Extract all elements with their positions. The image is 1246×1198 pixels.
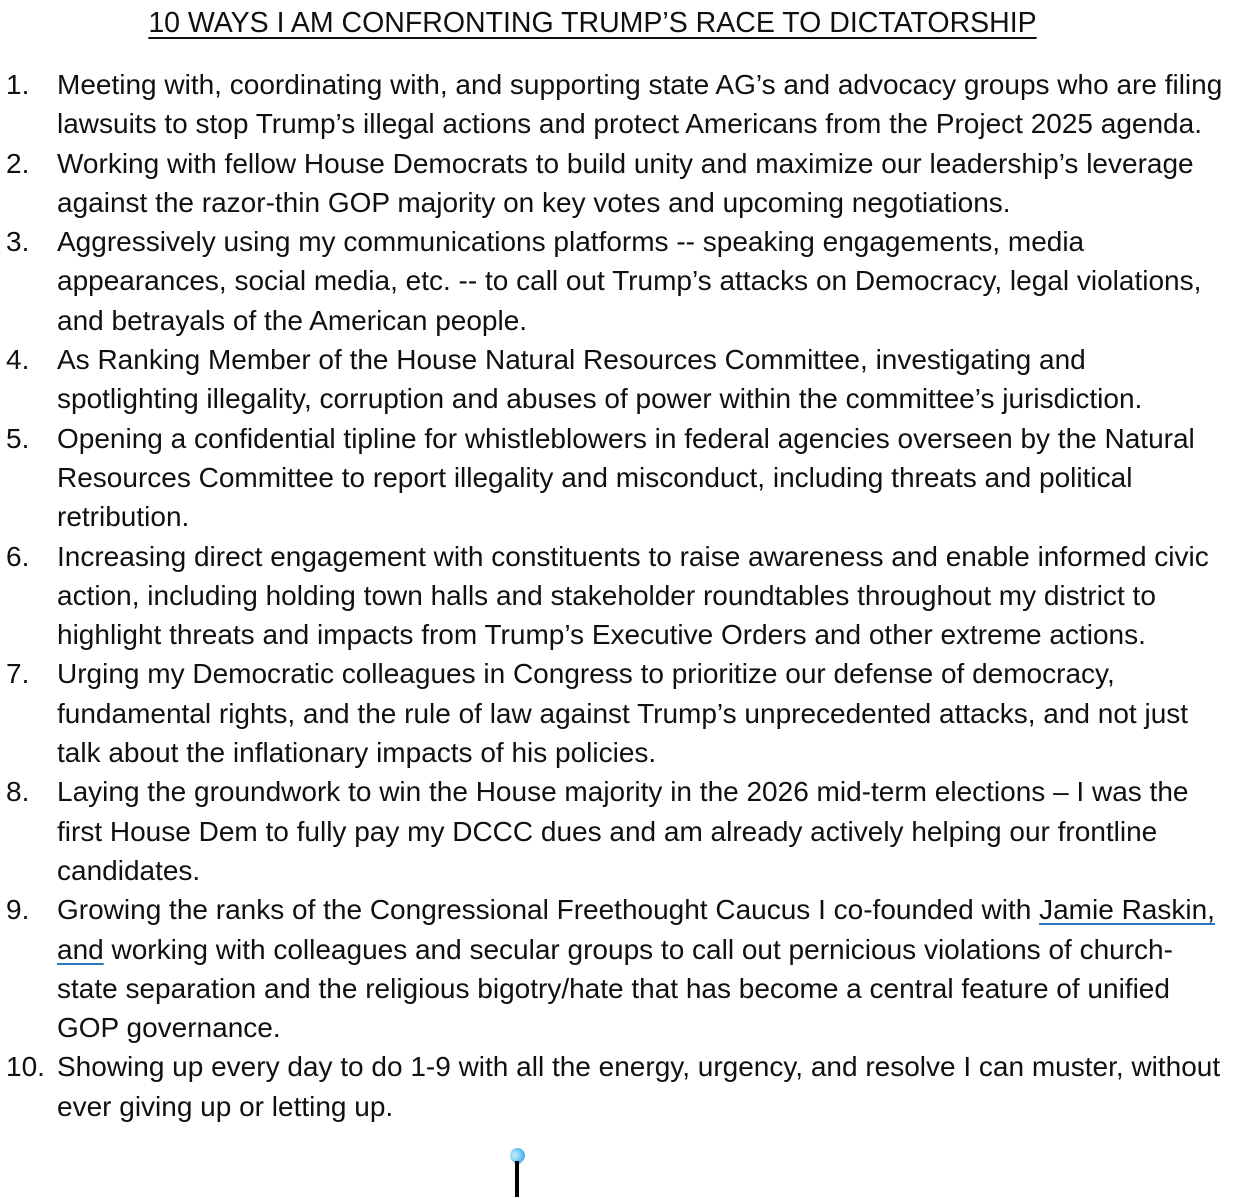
text-segment: Increasing direct engagement with constituents to raise awareness and enable informed civic action, including holding town halls and stakeholder roundtables throughout my district to highlight threats and impacts from Trump’s Executive Orders and other extreme actions.	[57, 540, 1209, 651]
list-item-text	[57, 148, 1194, 218]
list-item[interactable]	[0, 222, 1246, 340]
list-item[interactable]	[0, 419, 1246, 537]
list-item[interactable]	[0, 772, 1246, 890]
jamie-raskin-link[interactable]: Jamie Raskin, and	[57, 894, 1215, 965]
list-item-number: 9.	[6, 894, 30, 926]
text-segment: As Ranking Member of the House Natural Resources Committee, investigating and spotlighting illegality, corruption and abuses of power within the committee’s jurisdiction.	[57, 344, 1143, 415]
list-item[interactable]	[0, 654, 1246, 772]
list-item-number: 1.	[6, 69, 30, 100]
list-item-text	[57, 226, 1201, 336]
list-item[interactable]	[0, 537, 1246, 655]
list-item-text	[57, 776, 1188, 886]
list-item-text	[57, 541, 1209, 651]
list-item-number: 4.	[6, 344, 30, 376]
list-item-number: 8.	[6, 776, 30, 808]
list-item-text	[57, 1051, 1220, 1121]
document-title: 10 WAYS I AM CONFRONTING TRUMP’S RACE TO DICTATORSHIP	[148, 7, 1037, 39]
list-item-text	[57, 69, 1222, 139]
list-item[interactable]	[0, 65, 1246, 144]
text-cursor-caret	[515, 1161, 519, 1197]
text-segment: working with colleagues and secular groups to call out pernicious violations of church-state separation and the religious bigotry/hate that has become a central feature of unified GOP governance.	[57, 933, 1173, 1044]
title-row	[0, 0, 1185, 46]
list-item-number: 3.	[6, 226, 30, 258]
list-item-number: 2.	[6, 147, 30, 179]
list-item-text	[57, 423, 1195, 533]
text-segment: Working with fellow House Democrats to build unity and maximize our leadership’s leverage against the razor-thin GOP majority on key votes and upcoming negotiations.	[57, 147, 1194, 218]
list-item-text	[57, 344, 1142, 414]
text-segment: Opening a confidential tipline for whistleblowers in federal agencies overseen by the Natural Resources Committee to report illegality and misconduct, including threats and political retribution.	[57, 422, 1195, 533]
numbered-list	[0, 65, 1246, 1126]
list-item-number: 6.	[6, 540, 30, 572]
list-item-number: 10.	[6, 1051, 45, 1083]
list-item[interactable]	[0, 890, 1246, 1047]
list-item[interactable]	[0, 340, 1246, 419]
text-segment: Urging my Democratic colleagues in Congress to prioritize our defense of democracy, fundamental rights, and the rule of law against Trump’s unprecedented attacks, and not just talk about the inflationary impacts of his policies.	[57, 658, 1189, 769]
list-item[interactable]	[0, 144, 1246, 223]
list-item[interactable]	[0, 1047, 1246, 1126]
text-segment: Laying the groundwork to win the House majority in the 2026 mid-term elections – I was the first House Dem to fully pay my DCCC dues and am already actively helping our frontline candidates.	[57, 776, 1189, 886]
text-segment: Meeting with, coordinating with, and supporting state AG’s and advocacy groups who are filing lawsuits to stop Trump’s illegal actions and protect Americans from the Project 2025 agenda.	[57, 69, 1223, 140]
text-segment: Showing up every day to do 1-9 with all the energy, urgency, and resolve I can muster, without ever giving up or letting up.	[57, 1051, 1221, 1122]
list-item-text	[57, 658, 1188, 768]
text-segment: Growing the ranks of the Congressional Freethought Caucus I co-founded with	[57, 894, 1040, 926]
list-item-number: 7.	[6, 658, 30, 690]
list-item-number: 5.	[6, 422, 30, 454]
list-item-text	[57, 894, 1215, 1043]
text-segment: Aggressively using my communications platforms -- speaking engagements, media appearances, social media, etc. -- to call out Trump’s attacks on Democracy, legal violations, and betrayals of the American people.	[57, 226, 1202, 336]
